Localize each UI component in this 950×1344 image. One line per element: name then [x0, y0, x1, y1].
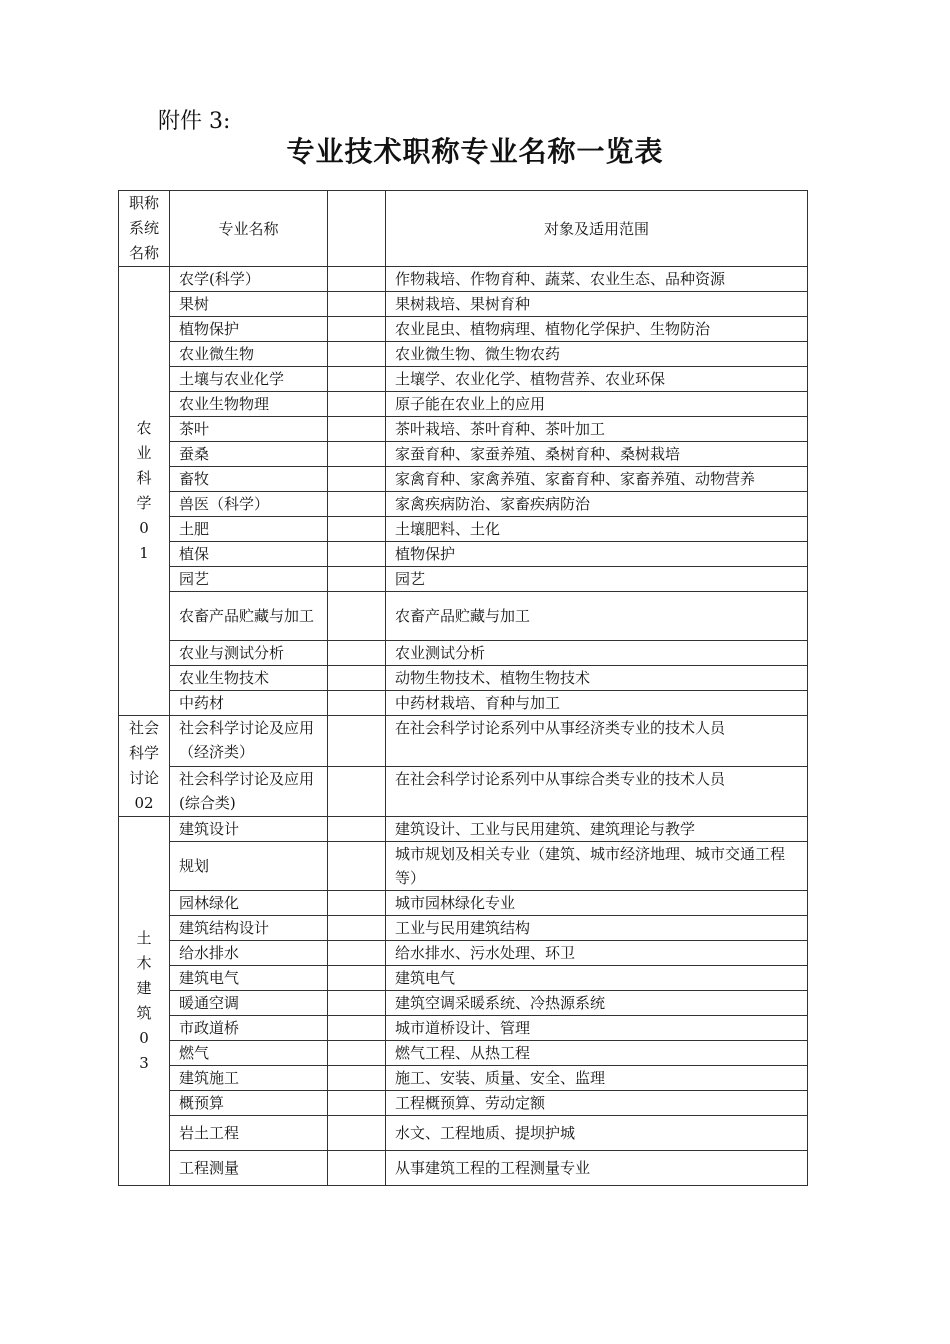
scope-cell: 作物栽培、作物育种、蔬菜、农业生态、品种资源	[386, 267, 808, 292]
major-cell: 植物保护	[170, 317, 328, 342]
scope-cell: 家禽疾病防治、家畜疾病防治	[386, 492, 808, 517]
table-row	[119, 716, 808, 767]
table-row	[119, 891, 808, 916]
blank-cell	[328, 592, 386, 641]
major-cell: 畜牧	[170, 467, 328, 492]
page-title: 专业技术职称专业名称一览表	[286, 135, 664, 168]
blank-cell	[328, 517, 386, 542]
header-major: 专业名称	[170, 191, 328, 267]
blank-cell	[328, 966, 386, 991]
blank-cell	[328, 1041, 386, 1066]
major-cell: 蚕桑	[170, 442, 328, 467]
table-row	[119, 1116, 808, 1151]
scope-cell: 农业微生物、微生物农药	[386, 342, 808, 367]
scope-cell: 农畜产品贮藏与加工	[386, 592, 808, 641]
major-cell: 建筑结构设计	[170, 916, 328, 941]
scope-cell: 动物生物技术、植物生物技术	[386, 666, 808, 691]
major-cell: 农学(科学）	[170, 267, 328, 292]
scope-cell: 建筑空调采暖系统、冷热源系统	[386, 991, 808, 1016]
scope-cell: 在社会科学讨论系列中从事综合类专业的技术人员	[386, 766, 808, 817]
category-label: 社会科学讨论02	[128, 719, 159, 812]
blank-cell	[328, 392, 386, 417]
table-row	[119, 517, 808, 542]
blank-cell	[328, 666, 386, 691]
scope-cell: 农业昆虫、植物病理、植物化学保护、生物防治	[386, 317, 808, 342]
blank-cell	[328, 716, 386, 767]
table-row	[119, 991, 808, 1016]
header-category: 职称系统名称	[119, 191, 170, 267]
major-cell: 规划	[170, 842, 328, 891]
blank-cell	[328, 1016, 386, 1041]
table-row	[119, 691, 808, 716]
scope-cell: 城市园林绿化专业	[386, 891, 808, 916]
header-blank	[328, 191, 386, 267]
major-cell: 社会科学讨论及应用(综合类)	[170, 766, 328, 817]
table-row	[119, 292, 808, 317]
scope-cell: 建筑设计、工业与民用建筑、建筑理论与教学	[386, 817, 808, 842]
blank-cell	[328, 467, 386, 492]
blank-cell	[328, 766, 386, 817]
major-cell: 农畜产品贮藏与加工	[170, 592, 328, 641]
table-row	[119, 1041, 808, 1066]
scope-cell: 农业测试分析	[386, 641, 808, 666]
blank-cell	[328, 342, 386, 367]
scope-cell: 中药材栽培、育种与加工	[386, 691, 808, 716]
blank-cell	[328, 916, 386, 941]
annex-label: 附件 3:	[158, 109, 231, 134]
major-cell: 概预算	[170, 1091, 328, 1116]
title-list-table	[118, 190, 808, 1186]
scope-cell: 给水排水、污水处理、环卫	[386, 941, 808, 966]
scope-cell: 家禽育种、家禽养殖、家畜育种、家畜养殖、动物营养	[386, 467, 808, 492]
major-cell: 社会科学讨论及应用（经济类）	[170, 716, 328, 767]
table-row	[119, 417, 808, 442]
major-cell: 岩土工程	[170, 1116, 328, 1151]
category-cell	[119, 267, 170, 716]
major-cell: 燃气	[170, 1041, 328, 1066]
scope-cell: 燃气工程、从热工程	[386, 1041, 808, 1066]
table-row	[119, 1016, 808, 1041]
blank-cell	[328, 292, 386, 317]
major-cell: 农业与测试分析	[170, 641, 328, 666]
blank-cell	[328, 267, 386, 292]
scope-cell: 在社会科学讨论系列中从事经济类专业的技术人员	[386, 716, 808, 767]
blank-cell	[328, 417, 386, 442]
blank-cell	[328, 691, 386, 716]
scope-cell: 工程概预算、劳动定额	[386, 1091, 808, 1116]
category-label: 农业科学01	[136, 419, 152, 562]
major-cell: 土肥	[170, 517, 328, 542]
blank-cell	[328, 1066, 386, 1091]
table-row	[119, 666, 808, 691]
major-cell: 茶叶	[170, 417, 328, 442]
blank-cell	[328, 567, 386, 592]
table-row	[119, 442, 808, 467]
table-row	[119, 1151, 808, 1186]
major-cell: 园艺	[170, 567, 328, 592]
scope-cell: 从事建筑工程的工程测量专业	[386, 1151, 808, 1186]
table-row	[119, 342, 808, 367]
scope-cell: 土壤肥料、土化	[386, 517, 808, 542]
table-row	[119, 817, 808, 842]
major-cell: 暖通空调	[170, 991, 328, 1016]
table-row	[119, 1091, 808, 1116]
table-row	[119, 641, 808, 666]
major-cell: 建筑施工	[170, 1066, 328, 1091]
table-row	[119, 842, 808, 891]
major-cell: 工程测量	[170, 1151, 328, 1186]
table-row	[119, 592, 808, 641]
major-cell: 植保	[170, 542, 328, 567]
major-cell: 给水排水	[170, 941, 328, 966]
blank-cell	[328, 842, 386, 891]
blank-cell	[328, 492, 386, 517]
table-row	[119, 966, 808, 991]
blank-cell	[328, 817, 386, 842]
major-cell: 中药材	[170, 691, 328, 716]
table-row	[119, 941, 808, 966]
blank-cell	[328, 317, 386, 342]
major-cell: 园林绿化	[170, 891, 328, 916]
scope-cell: 城市道桥设计、管理	[386, 1016, 808, 1041]
major-cell: 土壤与农业化学	[170, 367, 328, 392]
table-row	[119, 467, 808, 492]
blank-cell	[328, 1091, 386, 1116]
blank-cell	[328, 542, 386, 567]
table-row	[119, 542, 808, 567]
table-row	[119, 766, 808, 817]
major-cell: 建筑设计	[170, 817, 328, 842]
scope-cell: 园艺	[386, 567, 808, 592]
table-row	[119, 567, 808, 592]
blank-cell	[328, 442, 386, 467]
blank-cell	[328, 891, 386, 916]
table-row	[119, 317, 808, 342]
blank-cell	[328, 367, 386, 392]
blank-cell	[328, 941, 386, 966]
table-header-row	[119, 191, 808, 267]
major-cell: 市政道桥	[170, 1016, 328, 1041]
scope-cell: 施工、安装、质量、安全、监理	[386, 1066, 808, 1091]
table-row	[119, 367, 808, 392]
category-cell	[119, 716, 170, 817]
scope-cell: 茶叶栽培、茶叶育种、茶叶加工	[386, 417, 808, 442]
scope-cell: 土壤学、农业化学、植物营养、农业环保	[386, 367, 808, 392]
table-row	[119, 267, 808, 292]
table-row	[119, 916, 808, 941]
table-row	[119, 392, 808, 417]
major-cell: 农业生物技术	[170, 666, 328, 691]
category-label: 土木建筑03	[136, 929, 152, 1072]
header-scope: 对象及适用范围	[386, 191, 808, 267]
major-cell: 农业生物物理	[170, 392, 328, 417]
scope-cell: 水文、工程地质、提坝护城	[386, 1116, 808, 1151]
scope-cell: 工业与民用建筑结构	[386, 916, 808, 941]
table-row	[119, 1066, 808, 1091]
blank-cell	[328, 991, 386, 1016]
blank-cell	[328, 641, 386, 666]
major-cell: 建筑电气	[170, 966, 328, 991]
scope-cell: 植物保护	[386, 542, 808, 567]
scope-cell: 果树栽培、果树育种	[386, 292, 808, 317]
blank-cell	[328, 1151, 386, 1186]
blank-cell	[328, 1116, 386, 1151]
major-cell: 农业微生物	[170, 342, 328, 367]
scope-cell: 城市规划及相关专业（建筑、城市经济地理、城市交通工程等）	[386, 842, 808, 891]
major-cell: 兽医（科学）	[170, 492, 328, 517]
table-row	[119, 492, 808, 517]
scope-cell: 原子能在农业上的应用	[386, 392, 808, 417]
category-cell	[119, 817, 170, 1186]
major-cell: 果树	[170, 292, 328, 317]
scope-cell: 建筑电气	[386, 966, 808, 991]
scope-cell: 家蚕育种、家蚕养殖、桑树育种、桑树栽培	[386, 442, 808, 467]
